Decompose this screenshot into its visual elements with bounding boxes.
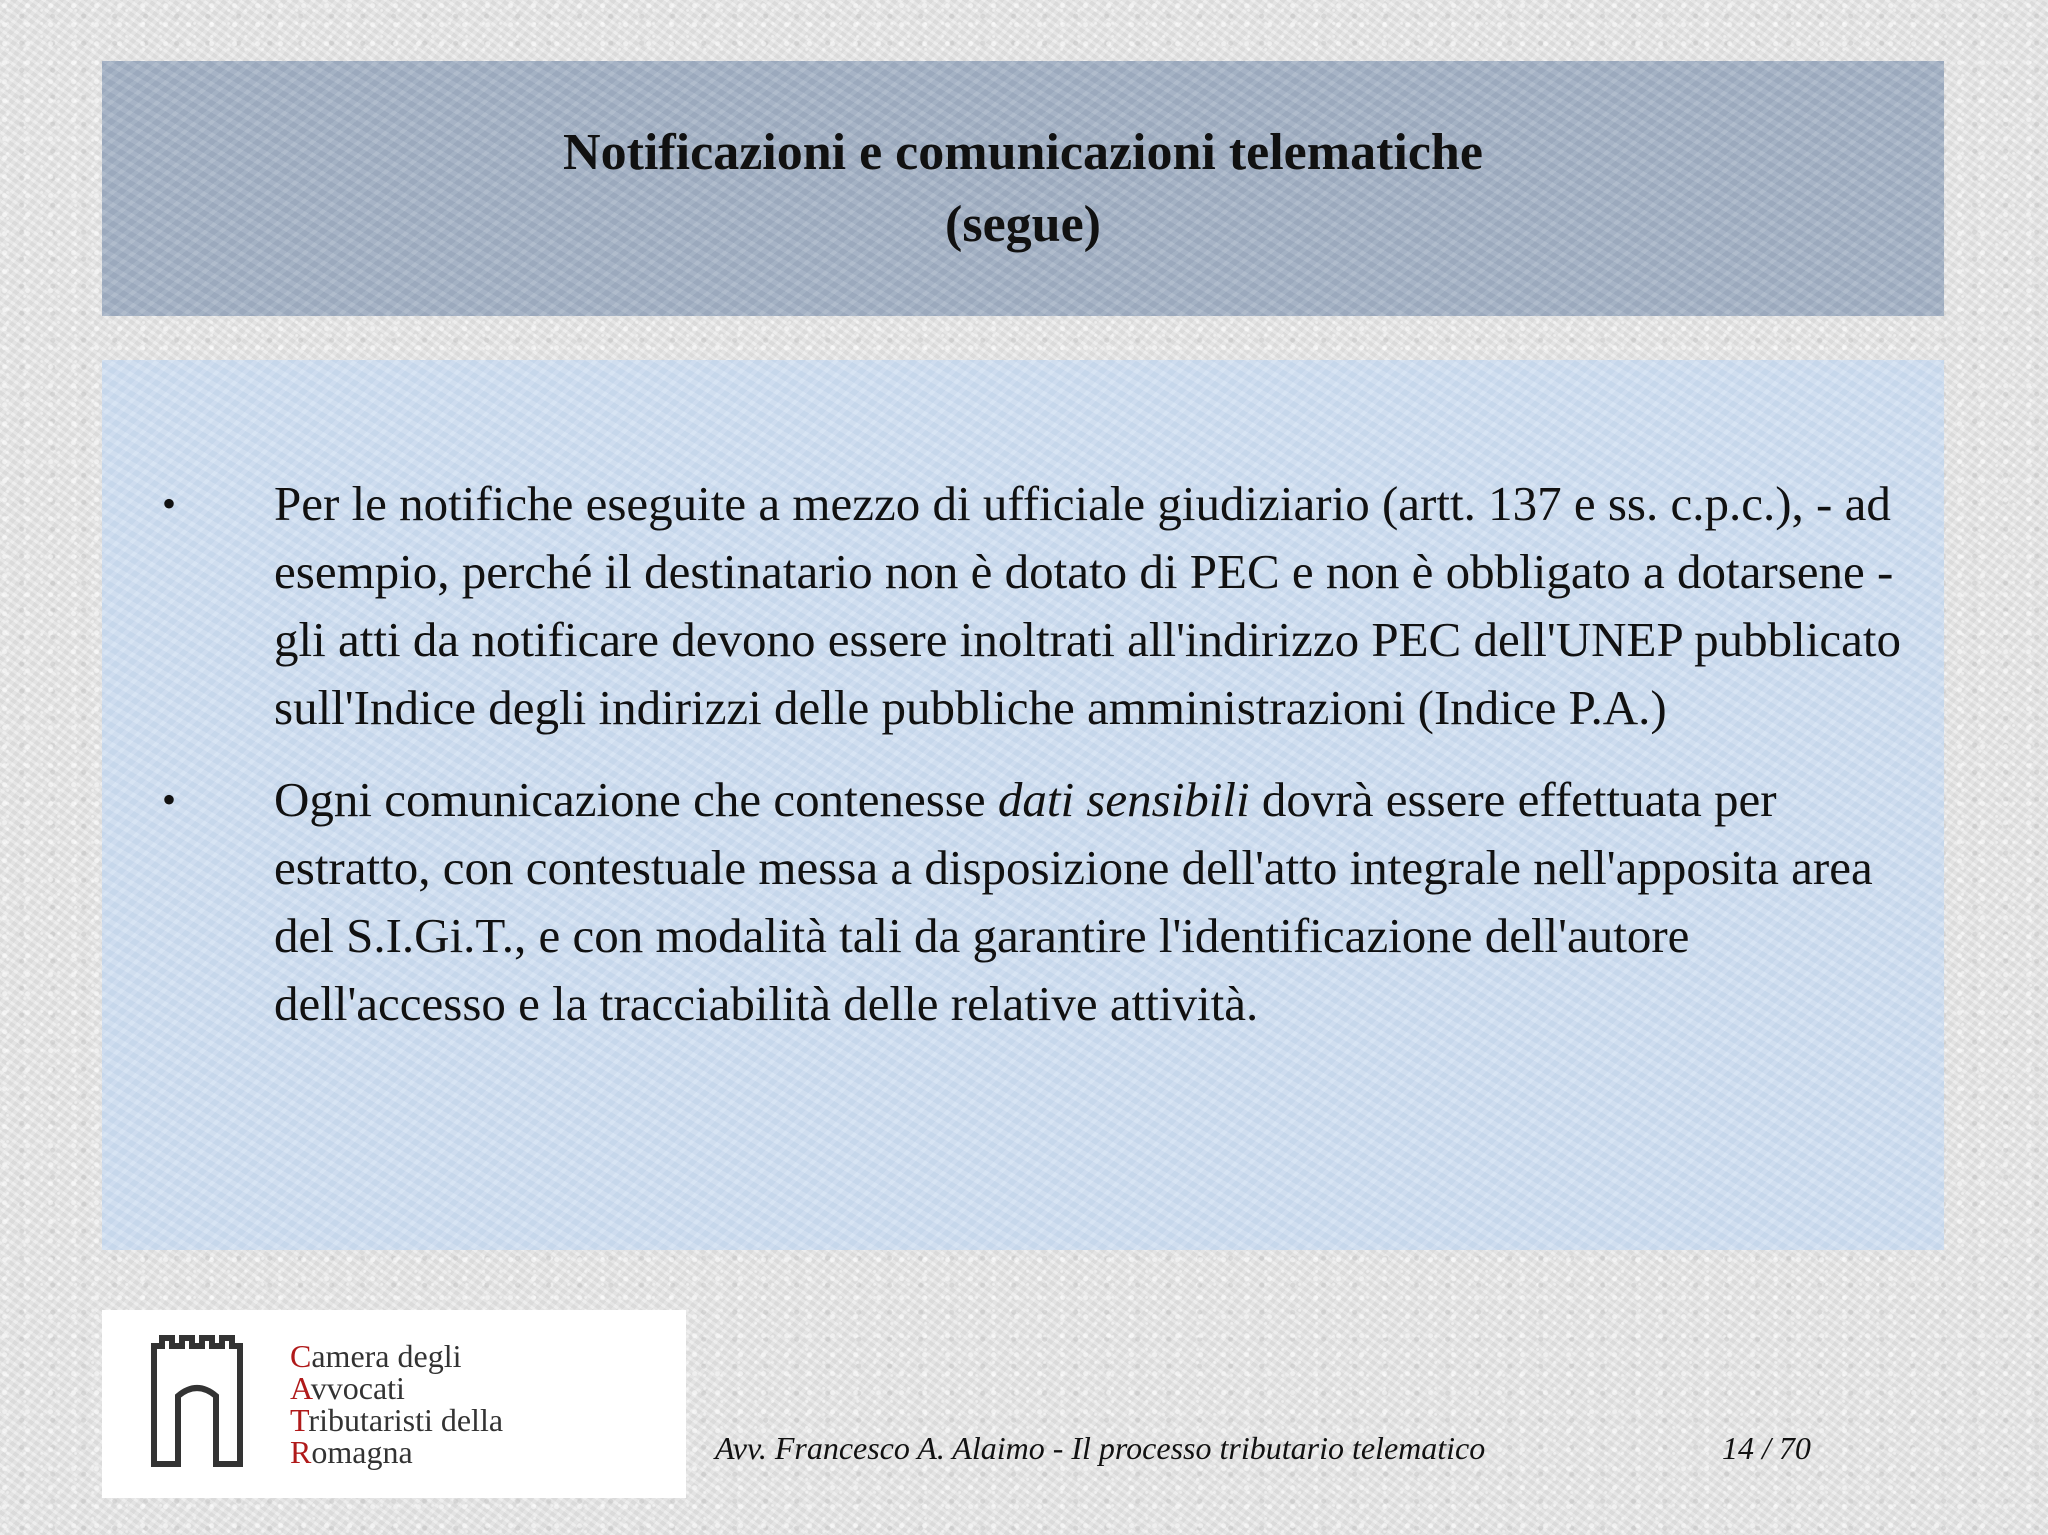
slide-title-line-1: Notificazioni e comunicazioni telematiche [563,123,1483,181]
logo-line-1 [290,1340,503,1372]
logo-initial: T [290,1402,309,1438]
bullet-dot-icon: • [162,777,177,822]
logo-line-4 [290,1436,503,1468]
logo-line-text: vvocati [310,1370,405,1406]
bullet-text-after: dovrà essere effettuata per estratto, con contestuale messa a disposizione dell'atto integrale nell'apposita area del S.I.Gi.T., e con modalità tali da garantire l'identificazione dell'autore dell'accesso e la tracciabilità delle relative attività. [274,772,1873,1031]
logo-initial: R [290,1434,312,1470]
bullet-item-ufficiale-giudiziario [102,470,1944,742]
slide-title-line-2: (segue) [945,195,1101,253]
logo-initial: C [290,1338,312,1374]
bullet-text-before: Ogni comunicazione che contenesse [274,772,998,827]
logo-initial: A [290,1370,311,1406]
bullet-text-emphasis: dati sensibili [997,772,1250,827]
logo-line-3 [290,1404,503,1436]
logo-line-text: omagna [311,1434,413,1470]
bullet-text: Per le notifiche eseguite a mezzo di ufficiale giudiziario (artt. 137 e ss. c.p.c.), - ad esempio, perché il destinatario non è dotato di PEC e non è obbligato a dotarsene - gli atti da notificare devono essere inoltrati all'indirizzo PEC dell'UNEP pubblicato sull'Indice degli indirizzi delle pubbliche amministrazioni (Indice P.A.) [274,476,1901,735]
logo [102,1310,686,1498]
logo-line-2 [290,1372,503,1404]
bullet-list [102,470,1944,1062]
logo-line-text: amera degli [311,1338,462,1374]
bullet-item-dati-sensibili [102,766,1944,1038]
slide-header [102,61,1944,316]
tower-icon [146,1334,266,1474]
logo-text [290,1340,503,1468]
page-number: 14 / 70 [1722,1430,1811,1466]
content-box [102,360,1944,1250]
footer-caption: Avv. Francesco A. Alaimo - Il processo tributario telematico [715,1430,1486,1466]
logo-line-text: ributaristi della [308,1402,504,1438]
bullet-dot-icon: • [162,481,177,526]
